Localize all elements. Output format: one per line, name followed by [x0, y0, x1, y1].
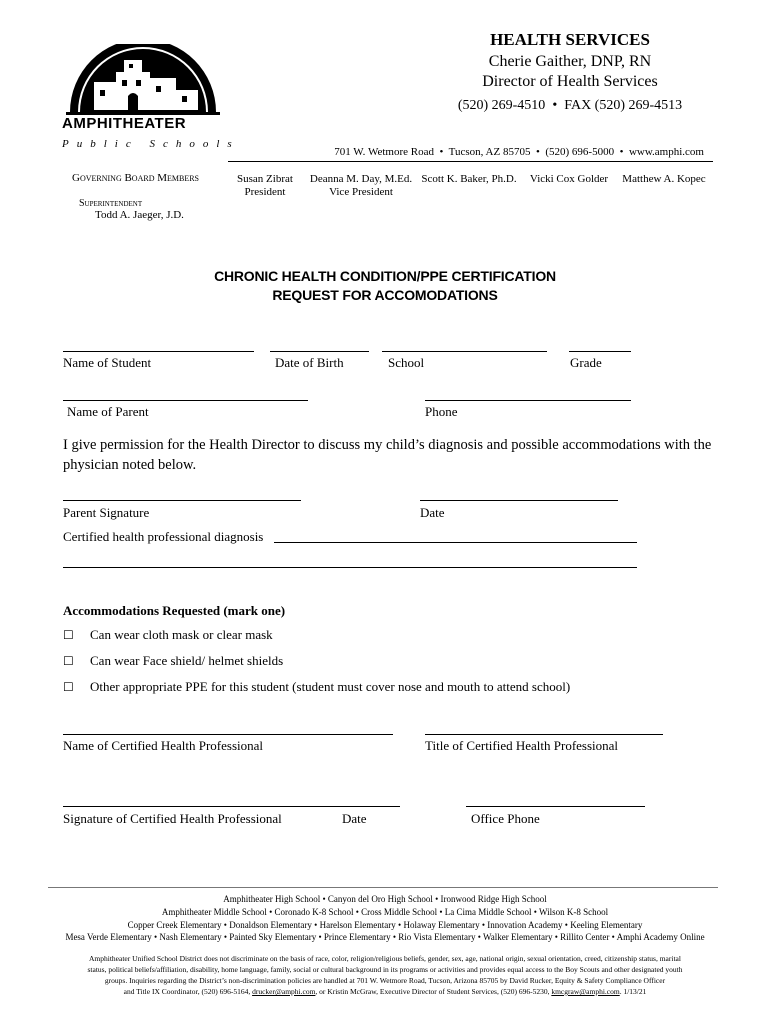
board-member [225, 173, 305, 199]
director-role: Director of Health Services [482, 73, 658, 90]
option-cloth-mask: Can wear cloth mask or clear mask [90, 627, 273, 642]
footer-schools-line: Amphitheater Middle School • Coronado K-8 School • Cross Middle School • La Cima Middle School • Wilson K-8 School [161, 907, 609, 917]
superintendent-label: Superintendent [79, 198, 143, 209]
school-label: School [388, 355, 425, 370]
footer-schools-line: Mesa Verde Elementary • Nash Elementary • Painted Sky Elementary • Prince Elementary • Rio Vista Elementary • Walker Elementary • Rillito Center • Amphi Academy Online [65, 932, 705, 942]
diagnosis-field-line2[interactable] [63, 567, 637, 568]
board-member-name: Vicki Cox Golder [529, 173, 609, 185]
hp-title-field[interactable] [425, 734, 663, 735]
diagnosis-field[interactable] [274, 542, 637, 543]
grade-label: Grade [570, 355, 602, 370]
hp-title-label: Title of Certified Health Professional [425, 738, 619, 753]
fax-number: FAX (520) 269-4513 [564, 98, 683, 113]
hp-date-label: Date [342, 811, 367, 826]
hp-signature-field[interactable] [63, 806, 400, 807]
parent-signature-label: Parent Signature [63, 505, 150, 520]
logo-subtitle: Public Schools [62, 138, 240, 150]
contact-line: (520) 269-4510 • FAX (520) 269-4513 [457, 98, 683, 113]
board-member [303, 173, 419, 199]
header-rule [228, 161, 713, 162]
footer-schools-line: Amphitheater High School • Canyon del Oro High School • Ironwood Ridge High School [223, 894, 547, 904]
option-other-ppe: Other appropriate PPE for this student (student must cover nose and mouth to attend school) [90, 679, 571, 694]
superintendent-name: Todd A. Jaeger, J.D. [95, 209, 184, 221]
board-member-name: Scott K. Baker, Ph.D. [421, 173, 517, 185]
parent-name-label: Name of Parent [67, 404, 149, 419]
checkbox-face-shield[interactable]: ☐ [63, 654, 74, 668]
footer-schools-line: Copper Creek Elementary • Donaldson Elementary • Harelson Elementary • Holaway Elementary • Innovation Academy • Keeling Elementary [127, 920, 643, 930]
board-label: Governing Board Members [72, 172, 200, 184]
phone-field[interactable] [425, 400, 631, 401]
email-link-kmcgraw[interactable]: kmcgraw@amphi.com [551, 987, 620, 996]
nondiscrimination-notice: status, political beliefs/affiliation, disability, home language, family, social or cultural background in its programs or activities and provides equal access to the Boy Scouts and other designated youth [87, 965, 683, 974]
form-title: CHRONIC HEALTH CONDITION/PPE CERTIFICATION [214, 268, 556, 284]
permission-statement: I give permission for the Health Director to discuss my child’s diagnosis and possible accommodations with the physician noted below. [63, 437, 712, 473]
board-member [524, 173, 614, 186]
notice-text: . 1/13/21 [619, 987, 647, 996]
address-street: 701 W. Wetmore Road [334, 146, 434, 158]
hp-name-label: Name of Certified Health Professional [63, 738, 263, 753]
dob-field[interactable] [270, 351, 369, 352]
board-member-name: Susan Zibrat [237, 173, 293, 185]
parent-signature-field[interactable] [63, 500, 301, 501]
logo-wordmark: AMPHITHEATER [62, 115, 187, 132]
phone-number: (520) 269-4510 [457, 98, 546, 113]
department-title: HEALTH SERVICES [490, 30, 650, 49]
option-face-shield: Can wear Face shield/ helmet shields [90, 653, 284, 668]
parent-date-field[interactable] [420, 500, 618, 501]
board-member-name: Matthew A. Kopec [622, 173, 706, 185]
parent-name-field[interactable] [63, 400, 308, 401]
board-member-role: Vice President [329, 186, 393, 198]
parent-date-label: Date [420, 505, 445, 520]
board-member-role: President [244, 186, 286, 198]
hp-signature-label: Signature of Certified Health Professional [63, 811, 282, 826]
office-phone-label: Office Phone [471, 811, 540, 826]
accommodations-heading: Accommodations Requested (mark one) [63, 603, 286, 618]
address-city: Tucson, AZ 85705 [448, 146, 531, 158]
email-link-drucker[interactable]: drucker@amphi.com [252, 987, 316, 996]
nondiscrimination-notice: groups. Inquiries regarding the District’s non-discrimination policies are handled at 701 W. Wetmore Road, Tucson, Arizona 85705 by David Rucker, Equity & Safety Compliance Officer [104, 976, 666, 985]
board-member [618, 173, 710, 186]
address-line: 701 W. Wetmore Road • Tucson, AZ 85705 • (520) 696-5000 • www.amphi.com [334, 146, 704, 158]
nondiscrimination-notice-last [55, 986, 715, 997]
board-member [418, 173, 520, 186]
notice-text: and Title IX Coordinator, (520) 696-5164, [123, 987, 251, 996]
notice-text: , or Kristin McGraw, Executive Director of Student Services, (520) 696-5230, [315, 987, 550, 996]
dob-label: Date of Birth [275, 355, 344, 370]
nondiscrimination-notice: Amphitheater Unified School District does not discriminate on the basis of race, color, religion/religious beliefs, gender, sex, age, national origin, sexual orientation, creed, citizenship status, marital [89, 954, 681, 963]
hp-name-field[interactable] [63, 734, 393, 735]
office-phone-field[interactable] [466, 806, 645, 807]
phone-label: Phone [425, 404, 458, 419]
student-name-label: Name of Student [63, 355, 152, 370]
footer-rule [48, 887, 718, 888]
address-web: www.amphi.com [628, 146, 704, 158]
checkbox-other-ppe[interactable]: ☐ [63, 680, 74, 694]
grade-field[interactable] [569, 351, 631, 352]
form-subtitle: REQUEST FOR ACCOMODATIONS [272, 287, 498, 303]
address-phone: (520) 696-5000 [545, 146, 615, 158]
school-field[interactable] [382, 351, 547, 352]
board-member-name: Deanna M. Day, M.Ed. [309, 173, 413, 185]
checkbox-cloth-mask[interactable]: ☐ [63, 628, 74, 642]
director-name: Cherie Gaither, DNP, RN [488, 53, 652, 70]
diagnosis-label: Certified health professional diagnosis [63, 529, 264, 544]
student-name-field[interactable] [63, 351, 254, 352]
